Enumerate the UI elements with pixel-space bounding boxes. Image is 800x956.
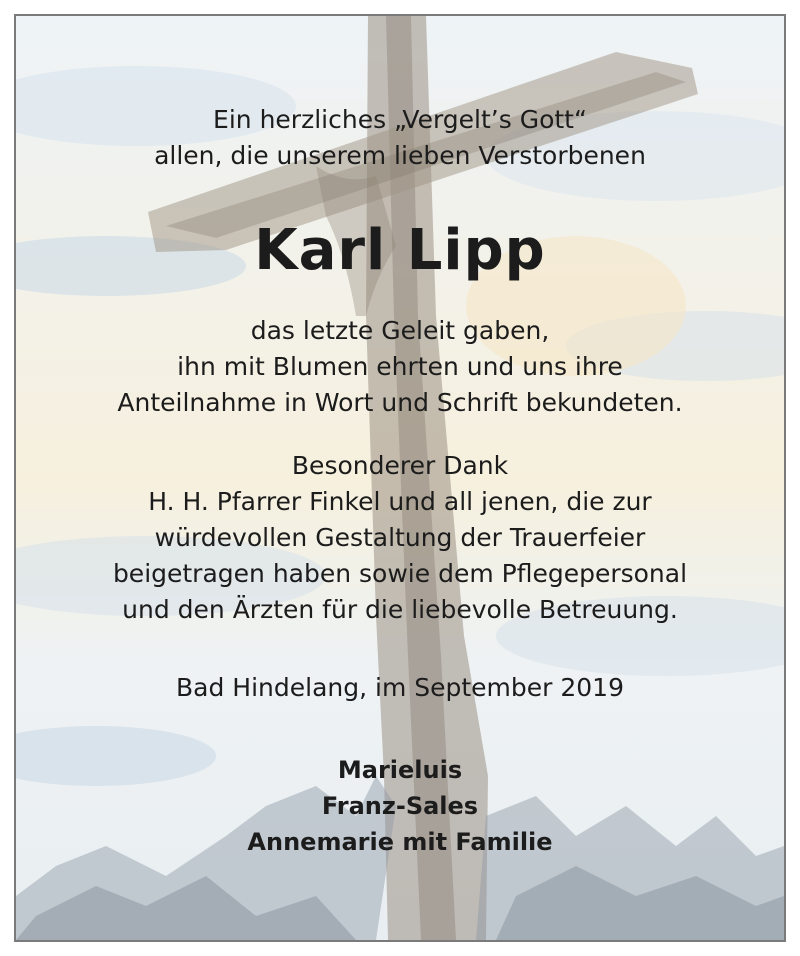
thanks-line-1: das letzte Geleit gaben, — [250, 316, 550, 345]
thanks-line-2: ihn mit Blumen ehrten und uns ihre — [177, 352, 623, 381]
signer-2: Franz-Sales — [321, 792, 479, 820]
special-thanks-line-2: H. H. Pfarrer Finkel und all jenen, die zur — [148, 487, 652, 516]
notice-text — [16, 16, 784, 940]
signer-3: Annemarie mit Familie — [247, 828, 553, 856]
signer-1: Marieluis — [337, 756, 463, 784]
special-thanks-heading: Besonderer Dank — [291, 451, 509, 480]
intro-block — [16, 102, 784, 174]
special-thanks-line-5: und den Ärzten für die liebevolle Betreuung. — [122, 595, 678, 624]
special-thanks-block — [16, 448, 784, 628]
thanks-line-3: Anteilnahme in Wort und Schrift bekundeten. — [117, 388, 683, 417]
signers-block — [16, 752, 784, 860]
intro-line-1: Ein herzliches „Vergelt’s Gott“ — [213, 105, 587, 134]
place-date — [16, 670, 784, 706]
thanks-block — [16, 313, 784, 421]
place-date-text: Bad Hindelang, im September 2019 — [176, 673, 624, 702]
deceased-name: Karl Lipp — [254, 218, 546, 283]
notice-frame — [14, 14, 786, 942]
special-thanks-line-4: beigetragen haben sowie dem Pflegepersonal — [112, 559, 688, 588]
intro-line-2: allen, die unserem lieben Verstorbenen — [154, 141, 646, 170]
special-thanks-line-3: würdevollen Gestaltung der Trauerfeier — [154, 523, 646, 552]
